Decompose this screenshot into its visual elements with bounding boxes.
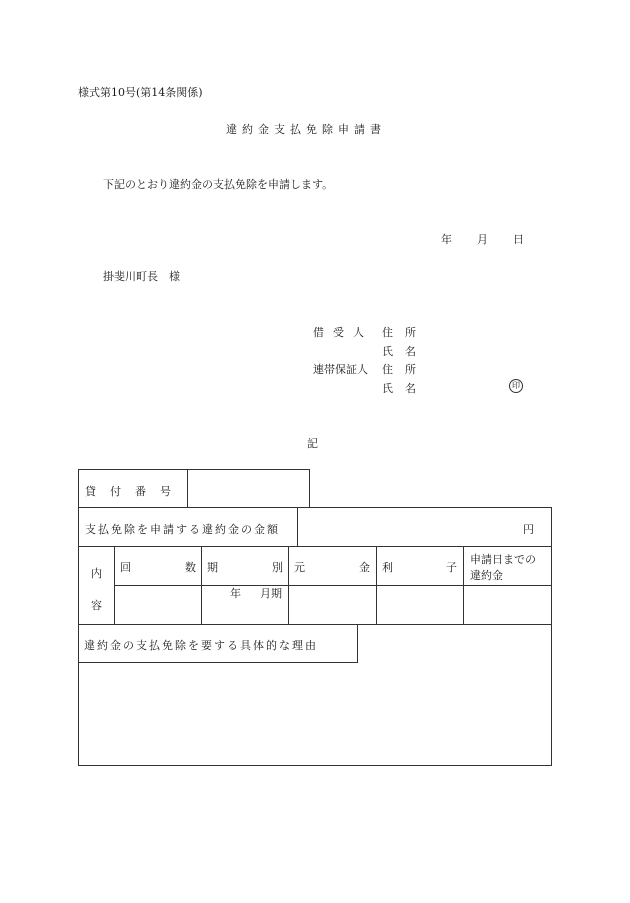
reason-label: 違約金の支払免除を要する具体的な理由 bbox=[84, 639, 318, 652]
addressee: 掛斐川町長 様 bbox=[103, 270, 180, 283]
amount-field[interactable] bbox=[303, 514, 513, 540]
borrower-label: 借受人 bbox=[313, 326, 373, 339]
times-value-field[interactable] bbox=[118, 589, 198, 621]
interest-value-field[interactable] bbox=[380, 589, 460, 621]
header-times-2: 数 bbox=[185, 561, 196, 574]
principal-value-field[interactable] bbox=[292, 589, 372, 621]
loan-number-field[interactable] bbox=[192, 476, 305, 502]
header-row-bottom bbox=[114, 585, 552, 586]
header-principal-1: 元 bbox=[294, 561, 305, 574]
amount-row-bottom bbox=[78, 546, 552, 547]
guarantor-name-label: 氏名 bbox=[382, 382, 428, 395]
period-value-month: 月期 bbox=[260, 587, 282, 600]
form-number: 様式第10号(第14条関係) bbox=[78, 86, 203, 99]
guarantor-label: 連帯保証人 bbox=[313, 363, 368, 376]
date-year: 年 bbox=[441, 233, 452, 246]
header-period-2: 別 bbox=[272, 561, 283, 574]
header-interest-2: 子 bbox=[446, 561, 457, 574]
header-times-1: 回 bbox=[120, 561, 131, 574]
header-penalty-1: 申請日までの bbox=[470, 553, 536, 566]
ki-heading: 記 bbox=[307, 437, 318, 450]
loan-number-divider bbox=[187, 469, 188, 508]
date-month: 月 bbox=[477, 233, 488, 246]
penalty-value-field[interactable] bbox=[467, 589, 548, 621]
content-label-1: 内 bbox=[91, 567, 102, 580]
content-label-2: 容 bbox=[91, 599, 102, 612]
page-title: 違約金支払免除申請書 bbox=[226, 123, 386, 136]
amount-divider bbox=[297, 507, 298, 546]
seal-mark: 印 bbox=[509, 379, 523, 393]
header-principal-2: 金 bbox=[359, 561, 370, 574]
amount-unit: 円 bbox=[523, 523, 534, 536]
borrower-name-label: 氏名 bbox=[382, 345, 428, 358]
header-penalty-2: 違約金 bbox=[470, 569, 503, 582]
header-period-1: 期 bbox=[207, 561, 218, 574]
loan-number-label: 貸付番号 bbox=[85, 485, 185, 498]
intro-text: 下記のとおり違約金の支払免除を申請します。 bbox=[103, 178, 334, 191]
date-day: 日 bbox=[513, 233, 524, 246]
borrower-address-label: 住所 bbox=[382, 326, 428, 339]
header-interest-1: 利 bbox=[382, 561, 393, 574]
amount-label: 支払免除を申請する違約金の金額 bbox=[85, 523, 280, 536]
guarantor-address-label: 住所 bbox=[382, 363, 428, 376]
reason-field[interactable] bbox=[84, 668, 546, 760]
period-value-year: 年 bbox=[230, 587, 241, 600]
